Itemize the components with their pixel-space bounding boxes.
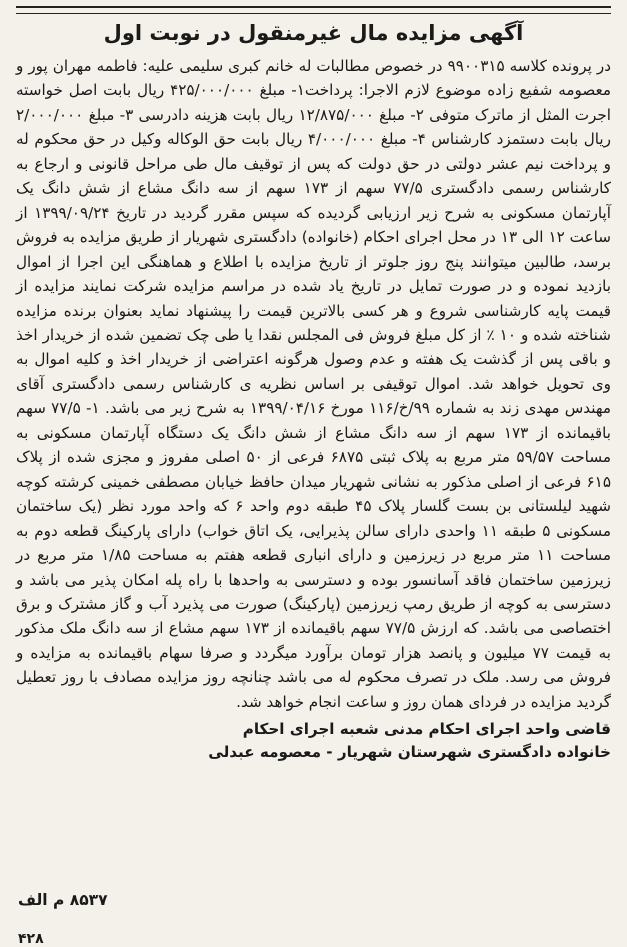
signature-line-2: خانواده دادگستری شهرستان شهریار - معصومه عبدلی (208, 743, 611, 762)
notice-body: در پرونده کلاسه ۹۹۰۰۳۱۵ در خصوص مطالبات له خانم کبری سلیمی علیه: فاطمه مهران پور و معصومه شفیع زاده موضوع لازم الاجرا: پرداخت۱- مبلغ ۴۲۵/۰۰۰/۰۰۰ ریال بابت اصل خواسته اجرت المثل از ماترک متوفی ۲- مبلغ ۱۲/۸۷۵/۰۰۰ ریال بابت هزینه دادرسی ۳- مبلغ ۲/۰۰۰/۰۰۰ ریال بابت دستمزد کارشناس ۴- مبلغ ۴/۰۰۰/۰۰۰ ریال بابت حق الوکاله وکیل در حق محکوم له و پرداخت نیم عشر دولتی در حق دولت که پس از توقیف مال طی مراحل قانونی و ارجاع به کارشناس رسمی دادگستری ۷۷/۵ سهم از ۱۷۳ سهم از سه دانگ مشاع از شش دانگ یک آپارتمان مسکونی به شرح زیر ارزیابی گردیده که سپس مقرر گردید در تاریخ ۱۳۹۹/۰۹/۲۴ از ساعت ۱۲ الی ۱۳ در محل اجرای احکام (خانواده) دادگستری شهریار از طریق مزایده به فروش برسد، طالبین میتوانند پنج روز جلوتر از تاریخ مزایده با اطلاع و هماهنگی این اجرا از اموال بازدید نموده و در صورت تمایل در تاریخ یاد شده در مراسم مزایده شرکت نمایند مزایده از قیمت پایه کارشناسی شروع و هر کسی بالاترین قیمت را پیشنهاد نماید بعنوان برنده مزایده شناخته شده و ۱۰ ٪ از کل مبلغ فروش فی المجلس نقدا یا طی چک تضمین شده از خریدار اخذ و باقی پس از گذشت یک هفته و عدم وصول هرگونه اعتراضی از خریدار اخذ و کلیه اموال به وی تحویل خواهد شد. اموال توقیفی بر اساس نظریه ی کارشناس رسمی دادگستری آقای مهندس مهدی زند به شماره ۹۹/خ/۱۱۶ مورخ ۱۳۹۹/۰۴/۱۶ به شرح زیر می باشد. ۱- ۷۷/۵ سهم باقیمانده از ۱۷۳ سهم از سه دانگ مشاع از شش دانگ یک دستگاه آپارتمان مسکونی به مساحت ۵۹/۵۷ متر مربع به پلاک ثبتی ۶۸۷۵ فرعی از ۵۰ اصلی مفروز و مجزی شده از پلاک ۶۱۵ فرعی از اصلی مذکور به نشانی شهریار میدان حافظ خیابان مصطفی خمینی کرشته کوچه شهید لیلستانی بن بست گلسار پلاک ۴۵ طبقه دوم واحد ۶ که واحد مورد نظر (یک ساختمان مسکونی ۵ طبقه ۱۱ واحدی دارای سالن پذیرایی، یک اتاق خواب) دارای پارکینگ قطعه دوم به مساحت ۱۱ متر مربع در زیرزمین و دارای انباری قطعه هفتم به مساحت ۱/۸۵ متر مربع در زیرزمین ساختمان فاقد آسانسور بوده و دسترسی به واحدها با راه پله امکان پذیر می باشد و دسترسی به کوچه از طریق رمپ زیرزمین (پارکینگ) صورت می پذیرد آب و گاز مشترک و برق اختصاصی می باشد. که ارزش ۷۷/۵ سهم باقیمانده از ۱۷۳ سهم مشاع از سه دانگ ملک مذکور به قیمت ۷۷ میلیون و پانصد هزار تومان برآورد میگردد و صرفا سهام باقیمانده به مزایده و فروش می رسد. ملک در تصرف محکوم له می باشد چنانچه روز مزایده مصادف با روز تعطیل گردید مزایده در فردای همان روز و ساعت انجام خواهد شد. (16, 57, 612, 711)
notice-title: آگهی مزایده مال غیرمنقول در نوبت اول (103, 21, 524, 45)
top-divider (16, 6, 611, 14)
reference-number: ۸۵۳۷ م الف (18, 891, 108, 909)
signature-line-1: قاضی واحد اجرای احکام مدنی شعبه اجرای احکام (242, 720, 611, 739)
page-number: ۴۲۸ (18, 931, 44, 947)
signature-block (16, 718, 611, 764)
